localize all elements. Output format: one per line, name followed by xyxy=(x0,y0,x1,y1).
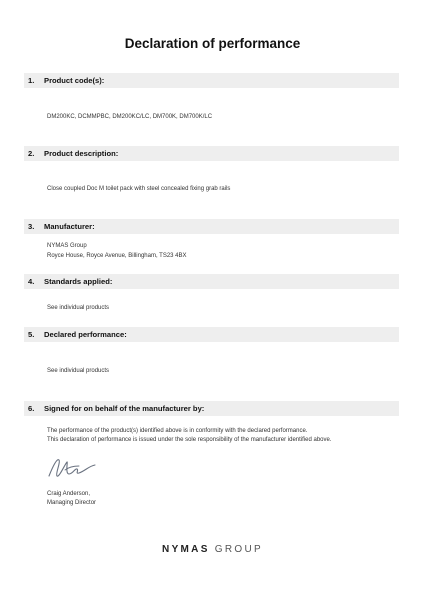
company-logo xyxy=(0,544,425,555)
product-description-text: Close coupled Doc M toilet pack with steel concealed fixing grab rails xyxy=(47,186,231,192)
logo-brand: NYMAS xyxy=(162,544,210,555)
section-number: 4. xyxy=(28,277,35,286)
standards-text: See individual products xyxy=(47,305,110,311)
section-number: 2. xyxy=(28,149,35,158)
section-1-header xyxy=(24,73,399,88)
section-heading: Product description: xyxy=(44,149,119,158)
responsibility-statement: This declaration of performance is issued under the sole responsibility of the manufacturer identified above. xyxy=(47,437,332,443)
manufacturer-name: NYMAS Group xyxy=(47,243,87,249)
conformity-statement: The performance of the product(s) identified above is in conformity with the declared performance. xyxy=(47,428,308,434)
section-heading: Product code(s): xyxy=(44,76,105,85)
logo-group: GROUP xyxy=(214,544,263,555)
signatory-role: Managing Director xyxy=(47,500,97,506)
section-4-header xyxy=(24,274,399,289)
product-codes-text: DM200KC, DCMMPBC, DM200KC/LC, DM700K, DM700K/LC xyxy=(47,114,213,120)
manufacturer-address: Royce House, Royce Avenue, Billingham, TS23 4BX xyxy=(47,253,187,259)
section-6-header xyxy=(24,401,399,416)
section-heading: Standards applied: xyxy=(44,277,113,286)
handwritten-signature xyxy=(45,452,105,482)
section-number: 3. xyxy=(28,222,35,231)
declared-performance-text: See individual products xyxy=(47,368,110,374)
section-heading: Declared performance: xyxy=(44,330,127,339)
section-number: 1. xyxy=(28,76,35,85)
section-heading: Manufacturer: xyxy=(44,222,95,231)
section-3-header xyxy=(24,219,399,234)
signatory-name: Craig Anderson, xyxy=(47,491,91,497)
section-number: 5. xyxy=(28,330,35,339)
page-title: Declaration of performance xyxy=(124,36,301,51)
section-number: 6. xyxy=(28,404,35,413)
section-2-header xyxy=(24,146,399,161)
section-heading: Signed for on behalf of the manufacturer by: xyxy=(44,404,205,413)
section-5-header xyxy=(24,327,399,342)
